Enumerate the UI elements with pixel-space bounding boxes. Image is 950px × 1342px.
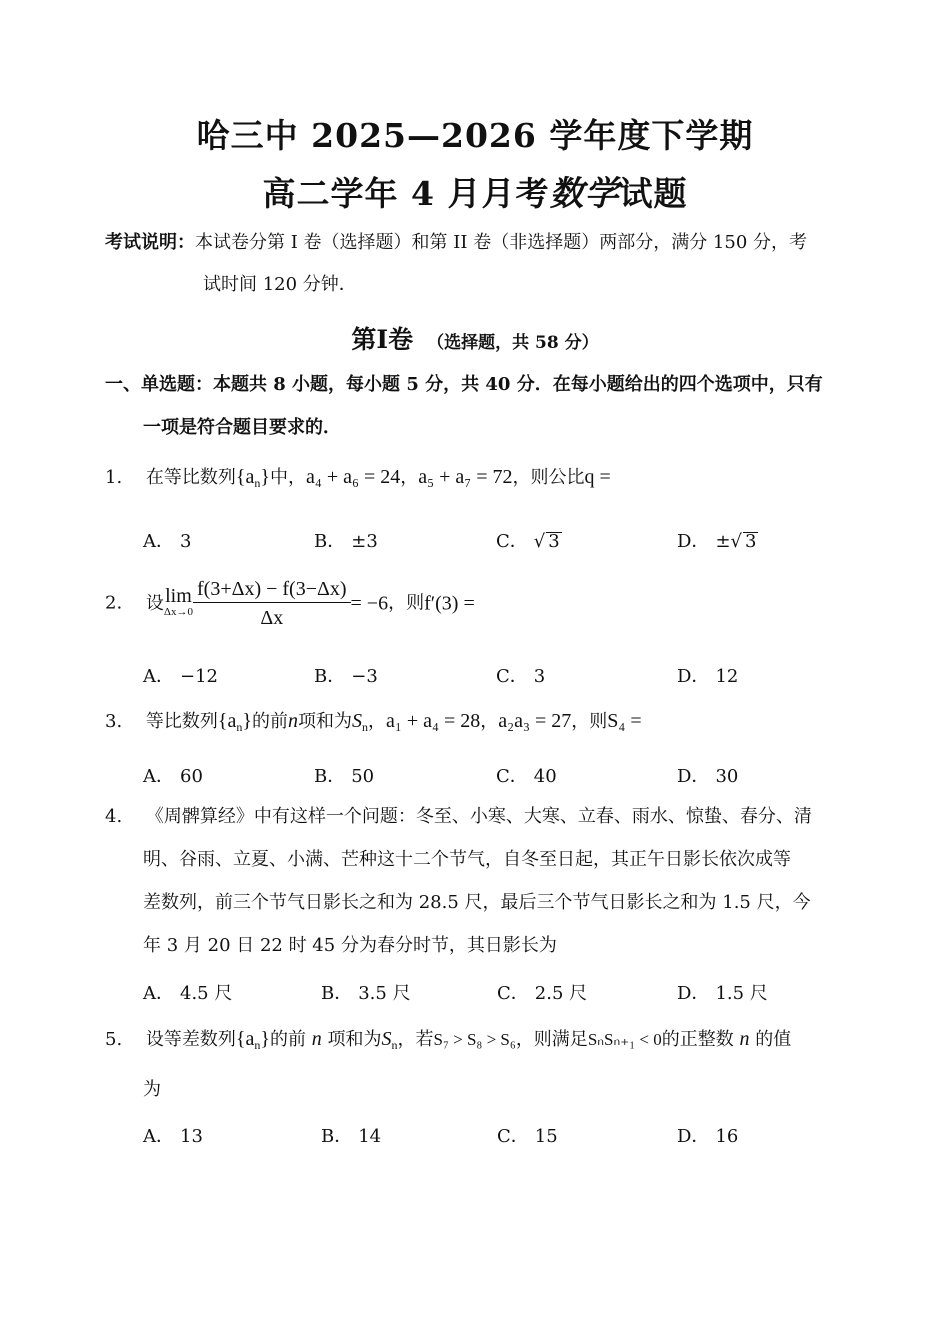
part1-text-2: 一项是符合题目要求的． (143, 417, 341, 438)
option-d: D． 12 (677, 666, 739, 687)
question-ask: q = (584, 466, 611, 488)
option-a: A． 60 (143, 766, 203, 787)
question-ask: f′(3) = (424, 592, 475, 615)
equation: a₂a₃ = 27 (498, 710, 572, 732)
question-text: 《周髀算经》中有这样一个问题：冬至、小寒、大寒、立春、雨水、惊蛰、春分、清 (145, 806, 812, 827)
option-c: C． √ 3 (496, 531, 560, 552)
fraction: $\frac{f(3+\Delta x) - f(3-\Delta x)}{\Delta x}$ (193, 578, 351, 629)
sum-symbol: $S_n$ (352, 710, 369, 734)
sequence-symbol: $\{a_n\}$ (235, 466, 271, 490)
instructions-text-2: 试时间 120 分钟． (203, 274, 357, 295)
question-number: 2. (105, 592, 123, 614)
exam-title-line2 (0, 166, 950, 215)
sequence-symbol: $\{a_n\}$ (235, 1028, 271, 1052)
equation: a₅ + a₇ = 72 (418, 466, 513, 488)
question-number: 5. (105, 1029, 123, 1050)
question-text: 在等比数列 (145, 467, 236, 488)
exam-title-line1 (0, 110, 950, 157)
option-c: C． 2.5 尺 (497, 983, 588, 1004)
part1-heading-line1 (105, 374, 823, 396)
option-b: B． ±3 (314, 531, 378, 552)
option-b: B． −3 (314, 666, 378, 687)
question-number: 3. (105, 711, 123, 732)
option-a: A． −12 (143, 666, 218, 687)
equation: a₁ + a₄ = 28 (386, 710, 481, 732)
option-a: A． 4.5 尺 (143, 983, 233, 1004)
question-number: 1. (105, 467, 123, 488)
instructions-text: 本试卷分第 I 卷（选择题）和第 II 卷（非选择题）两部分，满分 150 分，考 (195, 232, 808, 253)
question-4-line3: 差数列，前三个节气日影长之和为 28.5 尺，最后三个节气日影长之和为 1.5 尺，今 (143, 892, 811, 913)
sequence-symbol: $\{a_n\}$ (217, 710, 253, 734)
question-4 (105, 806, 812, 828)
equation: a₄ + a₆ = 24 (306, 466, 401, 488)
instructions-line1 (105, 232, 807, 254)
question-5: 5. 设等差数列$\{a_n\}$的前 n 项和为$S_n$，若S₇ > S₈ > S₆，则满足SₙSₙ₊₁ < 0的正整数 n 的值 (105, 1028, 792, 1052)
section-title: 第I卷 (351, 325, 414, 354)
option-d: D． 1.5 尺 (677, 983, 768, 1004)
question-4-line2: 明、谷雨、立夏、小满、芒种这十二个节气，自冬至日起，其正午日影长依次成等 (143, 849, 791, 870)
option-c: C． 40 (496, 766, 557, 787)
limit-symbol: lim Δx→0 (163, 584, 193, 618)
section-heading (0, 320, 950, 356)
part1-text: 一、单选题：本题共 8 小题，每小题 5 分，共 40 分．在每小题给出的四个选项中，只有 (105, 374, 823, 395)
question-ask: S₄ = (607, 710, 642, 732)
condition: S₇ > S₈ > S₆ (433, 1030, 516, 1049)
question-3: 3. 等比数列$\{a_n\}$的前n项和为$S_n$，a₁ + a₄ = 28，a₂a₃ = 27，则S₄ = (105, 710, 642, 734)
title-prefix: 高二学年 4 月月考 (262, 174, 550, 213)
question-2: 2. 设lim Δx→0 $\frac{f(3+\Delta x) - f(3-\Delta x)}{\Delta x}$ = −6，则f′(3) = (105, 578, 475, 629)
option-d: D． 30 (677, 766, 739, 787)
question-4-line4: 年 3 月 20 日 22 时 45 分为春分时节，其日影长为 (143, 935, 557, 956)
instructions-line2 (203, 274, 357, 296)
question-5-line2: 为 (143, 1079, 161, 1100)
title-text: 哈三中 2025—2026 学年度下学期 (196, 116, 754, 155)
part1-heading-line2 (143, 417, 341, 439)
title-suffix: 试题 (619, 174, 688, 213)
option-b: B． 50 (314, 766, 375, 787)
option-b: B． 3.5 尺 (321, 983, 411, 1004)
option-d: D． 16 (677, 1126, 739, 1147)
inequality: SₙSₙ₊₁ < 0 (587, 1030, 662, 1049)
option-b: B． 14 (321, 1126, 382, 1147)
sum-symbol: $S_n$ (381, 1028, 398, 1052)
option-a: A． 3 (143, 531, 192, 552)
question-1: 1. 在等比数列$\{a_n\}$中，a₄ + a₆ = 24，a₅ + a₇ = 72，则公比q = (105, 466, 611, 490)
option-c: C． 15 (497, 1126, 558, 1147)
question-number: 4. (105, 806, 123, 827)
option-c: C． 3 (496, 666, 546, 687)
instructions-label: 考试说明： (105, 232, 195, 253)
title-subject: 数学 (549, 174, 620, 214)
option-a: A． 13 (143, 1126, 203, 1147)
section-subtitle: （选择题，共 58 分） (427, 333, 599, 353)
option-d: D． ±√ 3 (677, 531, 757, 552)
